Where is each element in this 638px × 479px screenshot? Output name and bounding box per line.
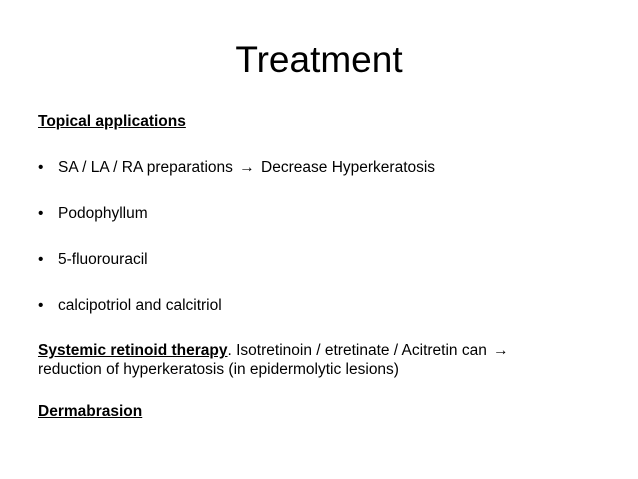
topical-section xyxy=(38,112,606,131)
systemic-heading: Systemic retinoid therapy xyxy=(38,342,228,359)
dermabrasion-section xyxy=(38,402,606,421)
arrow-right-icon: → xyxy=(239,159,255,176)
bullet-text: Podophyllum xyxy=(58,205,148,222)
bullet-icon: • xyxy=(38,297,44,314)
bullet-text: SA / LA / RA preparations xyxy=(58,159,233,176)
bullet-item-podophyllum xyxy=(38,204,606,223)
slide-content xyxy=(38,112,606,421)
systemic-text: . Isotretinoin / etretinate / Acitretin can xyxy=(227,342,487,359)
bullet-text: calcipotriol and calcitriol xyxy=(58,297,222,314)
bullet-text-after-arrow: Decrease Hyperkeratosis xyxy=(261,159,436,176)
dermabrasion-heading: Dermabrasion xyxy=(38,403,143,420)
bullet-icon: • xyxy=(38,205,44,222)
bullet-icon: • xyxy=(38,159,44,176)
systemic-text-line2: reduction of hyperkeratosis (in epidermolytic lesions) xyxy=(38,361,399,378)
slide-title: Treatment xyxy=(235,39,403,80)
arrow-right-icon: → xyxy=(493,342,509,359)
systemic-section xyxy=(38,341,606,379)
bullet-item-sa-la-ra xyxy=(38,158,606,177)
bullet-icon: • xyxy=(38,251,44,268)
bullet-item-fluorouracil xyxy=(38,250,606,269)
bullet-text: 5-fluorouracil xyxy=(58,251,148,268)
bullet-item-calcipotriol xyxy=(38,296,606,315)
topical-heading: Topical applications xyxy=(38,113,186,130)
